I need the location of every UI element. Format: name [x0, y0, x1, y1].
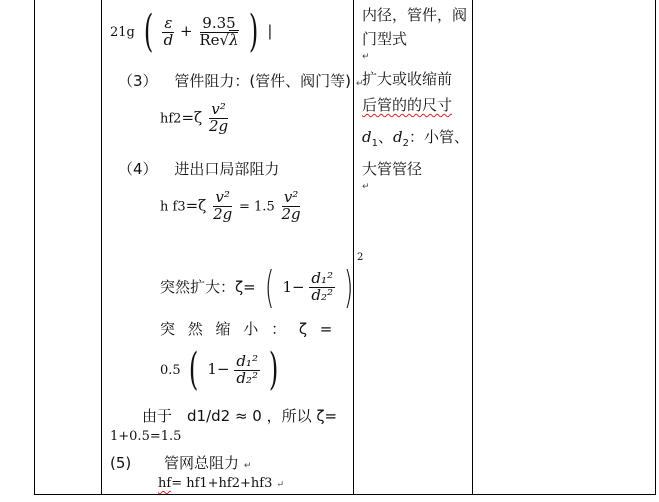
formula-coef: 21g — [110, 25, 135, 40]
contraction-label: 突 然 缩 小 ： ζ = — [160, 320, 337, 338]
right-mark-2: ↵ — [362, 182, 370, 192]
since-cont: 1+0.5=1.5 — [110, 429, 182, 444]
table-border-col1 — [101, 0, 102, 494]
right-line1: 内径，管件，阀 — [362, 6, 468, 24]
item5-row: (5) 管网总阻力 ↵ — [110, 454, 252, 472]
total-formula: hf= hf1+hf2+hf3 ↵ — [158, 476, 285, 491]
left-paren: ( — [143, 6, 153, 57]
hf3-formula: h f3=ζ $\frac{\text{v²}}{2g}$ = 1.5 $\frac{\text{v²}}{2g}$ — [160, 188, 301, 223]
right-line2: 门型式 — [362, 30, 408, 48]
table-border-col3 — [472, 0, 473, 494]
expansion-formula: 突然扩大：ζ= ( 1− $\frac{\text{d₁²}}{\text{d₂²}}$ )$^2$ — [160, 252, 364, 313]
contraction-formula: 0.5 ( 1− $\frac{\text{d₁²}}{\text{d₂²}}$ ) — [160, 344, 279, 395]
right-line3: 扩大或收缩前 — [362, 70, 453, 88]
since-line: 由于 d1/d2 ≈ 0 ，所以 ζ= — [142, 407, 338, 425]
table-border-left — [34, 0, 35, 494]
hf2-formula: hf2=ζ $\frac{\text{v²}}{2g}$ — [160, 100, 229, 135]
table-border-bottom — [34, 494, 656, 495]
right-mark-1: ↵ — [362, 52, 370, 62]
item3-row: （3） 管件阻力：(管件、阀门等) ↵ — [118, 72, 364, 90]
right-line5: $d_1$、$d_2$：小管、 — [362, 128, 469, 149]
eps-over-d: $\frac{\varepsilon}{d}$ — [163, 13, 174, 49]
right-paren: ) — [249, 6, 259, 57]
item4-row: （4） 进出口局部阻力 — [118, 160, 280, 178]
friction-formula: 21g ( $\frac{\varepsilon}{d}$ + $\frac{9.35}{Re√\lambda}$ ) | — [110, 6, 273, 57]
table-border-right — [655, 0, 656, 494]
re-term: $\frac{9.35}{Re√\lambda}$ — [199, 13, 239, 49]
right-line4: 后管的的尺寸 — [362, 96, 453, 114]
right-line6: 大管管径 — [362, 160, 423, 178]
sqrt-icon: √ — [219, 30, 230, 49]
